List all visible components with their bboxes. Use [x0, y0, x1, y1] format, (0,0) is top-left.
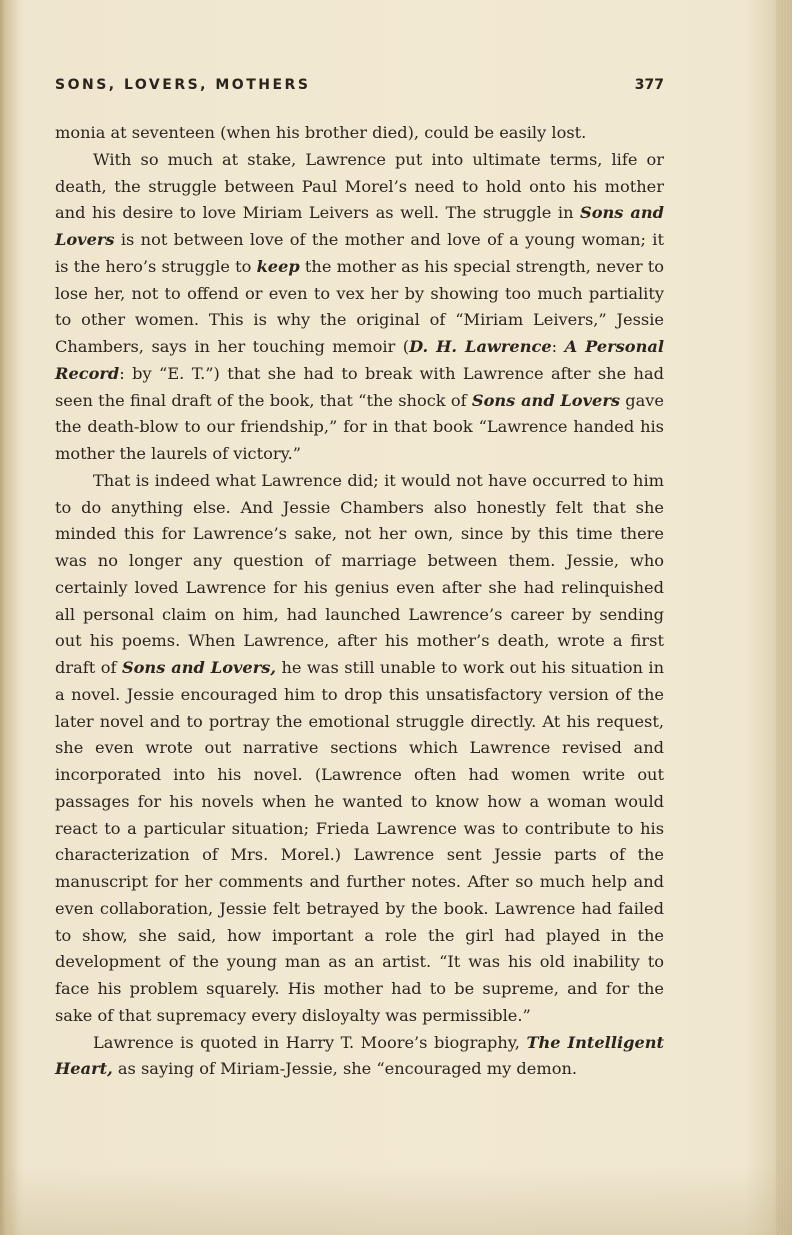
- text-run: is not between love of the mother and love of a young woman; it is the hero’s struggle to: [55, 230, 664, 276]
- page-gutter-shadow: [0, 0, 18, 1235]
- paragraph: [55, 147, 664, 468]
- text-run: Lawrence is quoted in Harry T. Moore’s biography,: [93, 1032, 527, 1052]
- page-edge-stack: [776, 0, 792, 1235]
- italic-text-run: The Intelligent Heart,: [55, 1032, 664, 1079]
- page-number: 377: [634, 77, 664, 93]
- text-run: gave the death-blow to our friendship,” for in that book “Lawrence handed his mother the laurels of victory.”: [55, 390, 664, 463]
- body-text: [55, 120, 664, 1083]
- paragraph: [55, 468, 664, 1030]
- italic-text-run: Sons and Lovers: [55, 203, 664, 249]
- running-head: [55, 77, 664, 99]
- paragraph: [55, 1030, 664, 1084]
- running-head-title: SONS, LOVERS, MOTHERS: [55, 77, 311, 93]
- italic-text-run: Sons and Lovers,: [121, 658, 276, 677]
- text-run: That is indeed what Lawrence did; it would not have occurred to him to do anything else. And Jessie Chambers also honestly felt that she minded this for Lawrence’s sake, not her own, since by this time there was no longer any question of marriage between them. Jessie, who certainly loved Lawrence for his genius even after she had relinquished all personal claim on him, had launched Lawrence’s career by sending out his poems. When Lawrence, after his mother’s death, wrote a first draft of: [55, 470, 664, 677]
- italic-text-run: Sons and Lovers: [471, 390, 620, 410]
- page-bottom-shadow: [0, 1165, 792, 1235]
- italic-text-run: A Personal Record: [55, 337, 665, 383]
- text-run: the mother as his special strength, never to lose her, not to offend or even to vex her by showing too much partiality to other women. This is why the original of “Miriam Leivers,” Jessie Chambers, says in her touching memoir (: [55, 256, 664, 356]
- italic-text-run: keep: [256, 256, 300, 276]
- italic-text-run: D. H. Lawrence: [409, 337, 552, 356]
- paragraph-continuation: [55, 120, 664, 147]
- text-run: as saying of Miriam-Jessie, she “encouraged my demon.: [112, 1059, 578, 1079]
- text-run: :: [551, 337, 565, 356]
- text-run: he was still unable to work out his situation in a novel. Jessie encouraged him to drop this unsatisfactory version of the later novel and to portray the emotional struggle directly. At his request, she even wrote out narrative sections which Lawrence revised and incorporated into his novel. (Lawrence often had women write out passages for his novels when he wanted to know how a woman would react to a particular situation; Frieda Lawrence was to contribute to his characterization of Mrs. Morel.) Lawrence sent Jessie parts of the manuscript for her comments and further notes. After so much help and even collaboration, Jessie felt betrayed by the book. Lawrence had failed to show, she said, how important a role the girl had played in the development of the young man as an artist. “It was his old inability to face his problem squarely. His mother had to be supreme, and for the sake of that supremacy every disloyalty was permissible.”: [55, 658, 665, 1025]
- text-run: : by “E. T.”) that she had to break with Lawrence after she had seen the final draft of the book, that “the shock of: [55, 363, 664, 410]
- text-run: monia at seventeen (when his brother died), could be easily lost.: [55, 123, 587, 142]
- text-run: With so much at stake, Lawrence put into ultimate terms, life or death, the struggle between Paul Morel’s need to hold onto his mother and his desire to love Miriam Leivers as well. The struggle in: [55, 149, 664, 223]
